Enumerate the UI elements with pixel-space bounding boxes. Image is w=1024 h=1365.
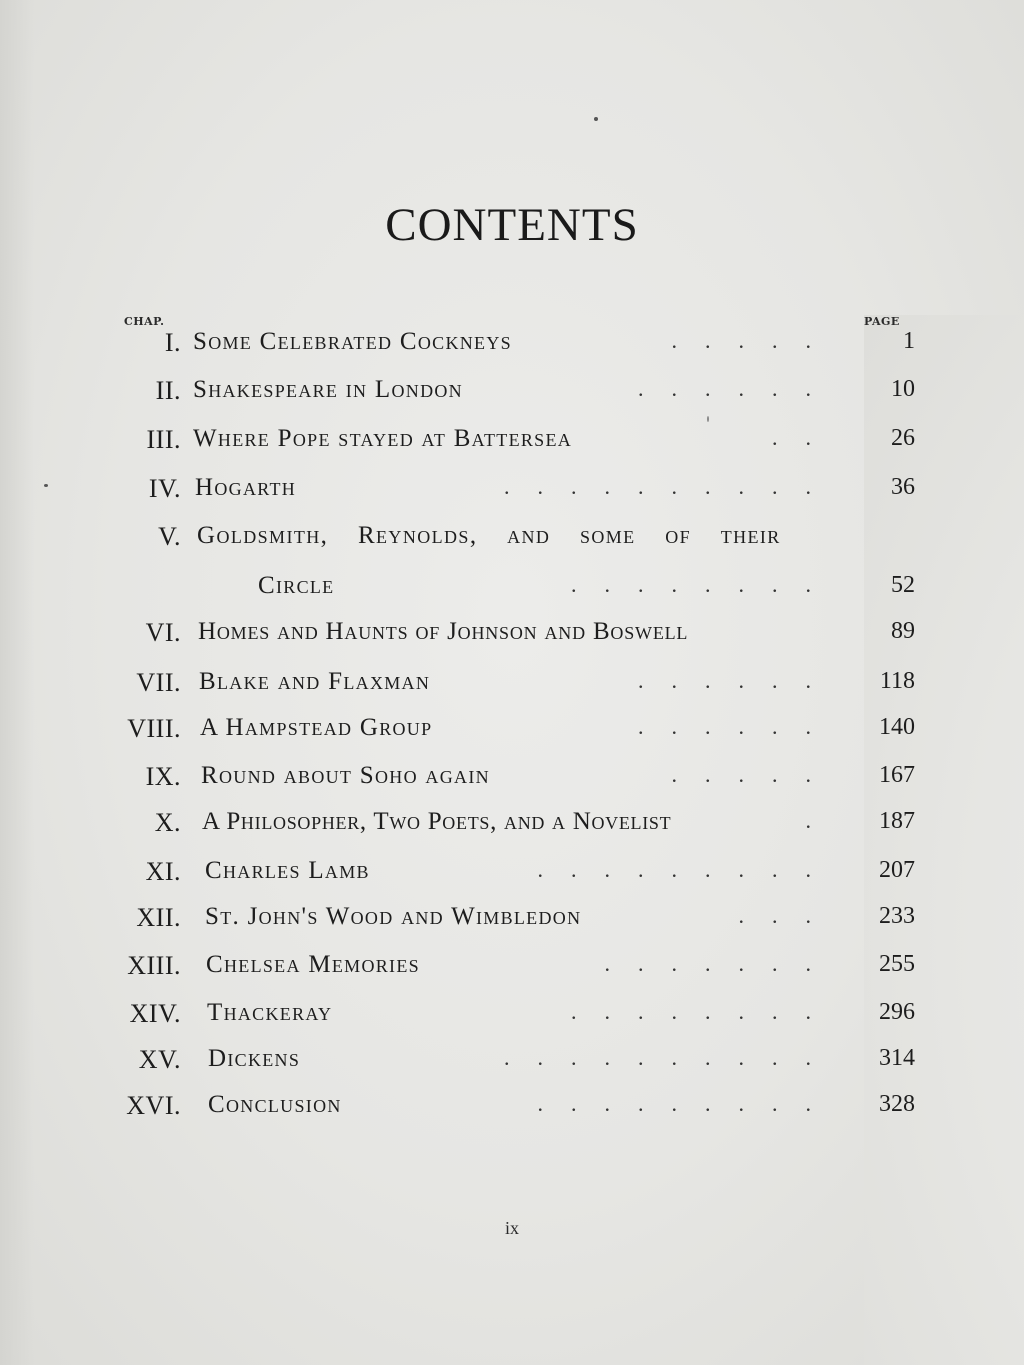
dot-leader: ... [738,903,839,928]
page-number: 36 [891,474,915,500]
page-number: 89 [891,618,915,644]
chapter-numeral: II. [155,376,181,405]
chapter-numeral: XI. [145,857,181,886]
chapter-numeral: V. [158,522,181,551]
page-number: 10 [891,376,915,402]
page-number: 26 [891,425,915,451]
dot-leader: ...... [638,376,839,401]
chapter-title: Chelsea Memories [206,951,420,978]
page-number: 187 [879,808,915,834]
toc-entry [0,762,1024,802]
paper-speck [707,416,709,422]
chapter-numeral: XVI. [126,1091,181,1120]
chapter-title: Conclusion [208,1091,342,1118]
toc-entry [0,1091,1024,1131]
chapter-numeral: XV. [138,1045,181,1074]
toc-entry [0,999,1024,1039]
toc-entry [0,425,1024,465]
chapter-title: Hogarth [195,474,297,501]
page-number: 314 [879,1045,915,1071]
dot-leader: .. [772,425,839,450]
chapter-title: A Hampstead Group [200,714,433,741]
toc-entry [0,951,1024,991]
chapter-numeral: VIII. [127,714,181,743]
dot-leader: ....... [604,951,839,976]
toc-entry [0,618,1024,658]
toc-entry [0,328,1024,368]
page-number: 207 [879,857,915,883]
chapter-numeral: XIV. [129,999,181,1028]
chapter-title: Charles Lamb [205,857,370,884]
page-number: 1 [903,328,915,354]
toc-entry [0,522,1024,562]
toc-entry-continuation [0,572,1024,612]
chapter-numeral: VI. [145,618,181,647]
dot-leader: ........ [571,572,839,597]
dot-leader: . [805,808,839,833]
chapter-numeral: XIII. [127,951,181,980]
chapter-numeral: VII. [136,668,181,697]
toc-entry [0,808,1024,848]
page-column-label: PAGE [864,315,1024,1365]
page-number: 255 [879,951,915,977]
chapter-numeral: IX. [145,762,181,791]
toc-entry [0,857,1024,897]
dot-leader: ........ [571,999,839,1024]
toc-entry [0,1045,1024,1085]
paper-speck [594,117,598,121]
chapter-title: A Philosopher, Two Poets, and a Novelist [202,808,672,835]
chapter-title: Dickens [208,1045,301,1072]
page-number: 328 [879,1091,915,1117]
page-number: 167 [879,762,915,788]
page-folio: ix [504,1218,519,1238]
chapter-title: Homes and Haunts of Johnson and Boswell [198,618,689,645]
toc-entry [0,714,1024,754]
paper-speck [44,484,48,487]
page-number: 52 [891,572,915,598]
dot-leader: ..... [671,762,839,787]
dot-leader: .......... [504,474,839,499]
dot-leader: ......... [537,1091,839,1116]
chapter-title: Thackeray [207,999,333,1026]
chapter-title-continuation: Circle [258,572,335,599]
dot-leader: .......... [504,1045,839,1070]
page-number: 118 [879,668,915,694]
chapter-numeral: IV. [148,474,181,503]
chapter-title: Blake and Flaxman [199,668,431,695]
chapter-title: Shakespeare in London [193,376,463,403]
dot-leader: ...... [638,668,839,693]
dot-leader: ...... [638,714,839,739]
chapter-numeral: X. [154,808,181,837]
page-title: CONTENTS [385,199,639,251]
chapter-title: St. John's Wood and Wimbledon [205,903,582,930]
toc-entry [0,668,1024,708]
chapter-title: Goldsmith, Reynolds, and some of their [197,522,781,549]
dot-leader: ..... [671,328,839,353]
toc-entry [0,474,1024,514]
toc-entry [0,903,1024,943]
chapter-numeral: XII. [136,903,181,932]
chapter-numeral: III. [146,425,181,454]
page-number: 296 [879,999,915,1025]
page-number: 233 [879,903,915,929]
chapter-title: Where Pope stayed at Battersea [193,425,573,452]
page-number: 140 [879,714,915,740]
chapter-numeral: I. [164,328,181,357]
dot-leader: ......... [537,857,839,882]
chapter-title: Some Celebrated Cockneys [193,328,512,355]
chapter-column-label: CHAP. [124,315,165,328]
chapter-title: Round about Soho again [201,762,490,789]
toc-entry [0,376,1024,416]
